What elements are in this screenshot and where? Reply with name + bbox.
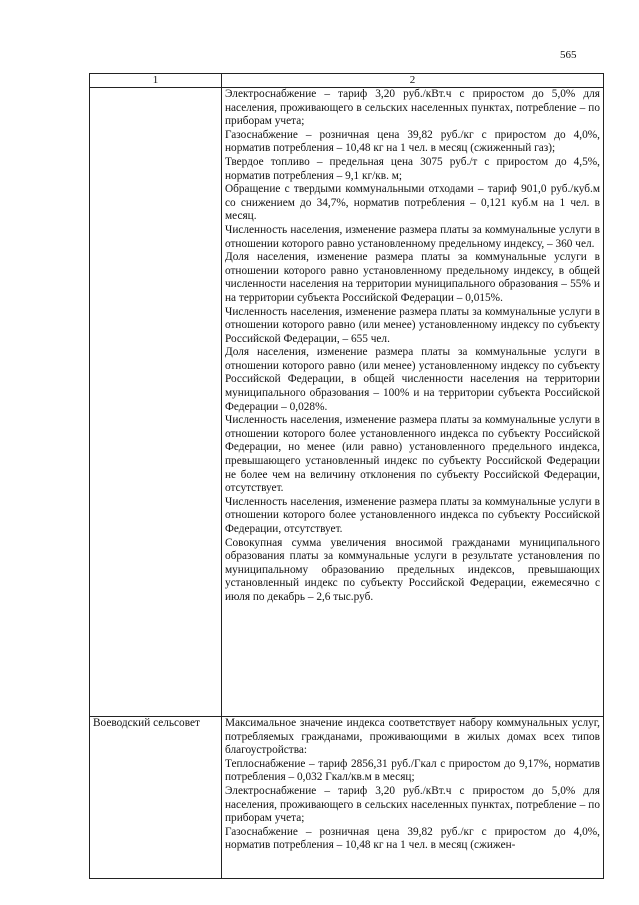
document-table: [89, 73, 604, 879]
page-number: 565: [560, 49, 577, 61]
content-cell: [222, 717, 604, 879]
paragraph-total-increase: Совокупная сумма увеличения вносимой гражданами муниципального образования платы за коммунальные услуги в результате установления по муниципальному образованию предельных индексов, превышающих установленный индекс по субъекту Российской Федерации, ежемесячно с июля по декабрь – 2,6 тыс.руб.: [225, 536, 600, 603]
paragraph-solid-fuel: Твердое топливо – предельная цена 3075 руб./т с приростом до 4,5%, норматив потребления – 9,1 кг/кв. м;: [225, 155, 600, 182]
paragraph-gas: Газоснабжение – розничная цена 39,82 руб./кг с приростом до 4,0%, норматив потребления – 10,48 кг на 1 чел. в месяц (сжижен-: [225, 825, 600, 852]
paragraph-population-above-index: Численность населения, изменение размера платы за коммунальные услуги в отношении которого более установленного индекса по субъекту Российской Федерации, но менее (или равно) установленного предельного индекса, превышающего установленный индекс по субъекту Российской Федерации не более чем на величину отклонения по субъекту Российской Федерации, отсутствует.: [225, 414, 600, 495]
paragraph-heating: Теплоснабжение – тариф 2856,31 руб./Гкал с приростом до 9,17%, норматив потребления – 0,032 Гкал/кв.м в месяц;: [225, 757, 600, 784]
paragraph-gas: Газоснабжение – розничная цена 39,82 руб./кг с приростом до 4,0%, норматив потребления – 10,48 кг на 1 чел. в месяц (сжиженный газ);: [225, 128, 600, 155]
paragraph-waste: Обращение с твердыми коммунальными отходами – тариф 901,0 руб./куб.м со снижением до 34,7%, норматив потребления – 0,121 куб.м на 1 чел. в месяц.: [225, 183, 600, 223]
content-cell: [222, 88, 604, 717]
paragraph-electricity: Электроснабжение – тариф 3,20 руб./кВт.ч с приростом до 5,0% для населения, проживающего в сельских населенных пунктах, потребление – по приборам учета;: [225, 88, 600, 128]
table-row: [90, 717, 604, 879]
table-row: [90, 88, 604, 717]
column-header-1: 1: [90, 74, 222, 88]
paragraph-population-limit: Численность населения, изменение размера платы за коммунальные услуги в отношении которого равно установленному предельному индексу, – 360 чел.: [225, 223, 600, 250]
paragraph-population-above-only: Численность населения, изменение размера платы за коммунальные услуги в отношении которого более установленного индекса по субъекту Российской Федерации, отсутствует.: [225, 495, 600, 535]
table-header-row: [90, 74, 604, 88]
paragraph-share-limit: Доля населения, изменение размера платы за коммунальные услуги в отношении которого равно установленному предельному индексу, в общей численности населения на территории муниципального образования – 55% и на территории субъекта Российской Федерации – 0,015%.: [225, 251, 600, 304]
paragraph-share-index: Доля населения, изменение размера платы за коммунальные услуги в отношении которого равно (или менее) установленному индексу по субъекту Российской Федерации, в общей численности населения на территории муниципального образования – 100% и на территории субъекта Российской Федерации – 0,028%.: [225, 346, 600, 413]
paragraph-max-index: Максимальное значение индекса соответствует набору коммунальных услуг, потребляемых гражданами, проживающими в жилых домах всех типов благоустройства:: [225, 717, 600, 757]
region-cell: Воеводский сельсовет: [90, 717, 222, 879]
column-header-2: 2: [222, 74, 604, 88]
paragraph-electricity: Электроснабжение – тариф 3,20 руб./кВт.ч с приростом до 5,0% для населения, проживающего в сельских населенных пунктах, потребление – по приборам учета;: [225, 784, 600, 825]
region-cell: [90, 88, 222, 717]
paragraph-population-index: Численность населения, изменение размера платы за коммунальные услуги в отношении которого равно (или менее) установленному индексу по субъекту Российской Федерации, – 655 чел.: [225, 305, 600, 345]
